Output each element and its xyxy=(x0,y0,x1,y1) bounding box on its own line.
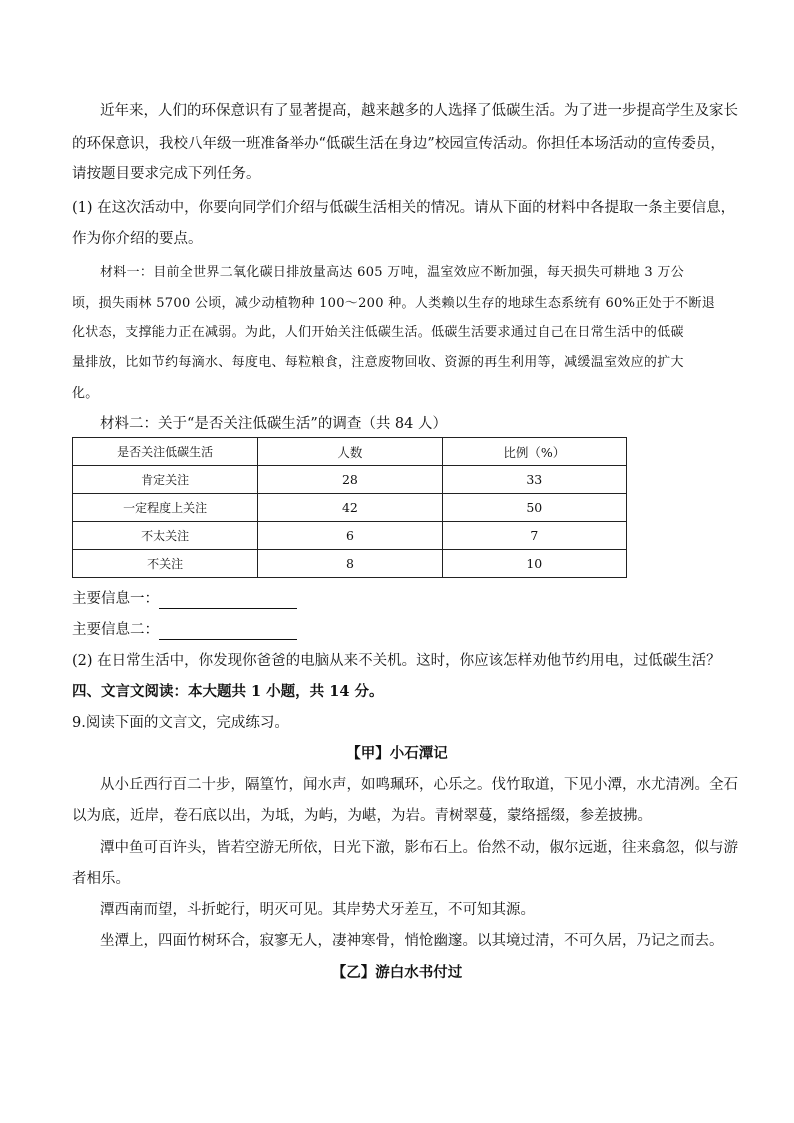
table-header-cell: 比例（%） xyxy=(442,438,626,466)
question-9: 9.阅读下面的文言文，完成练习。 xyxy=(72,715,289,731)
answer-line-2 xyxy=(72,620,297,640)
answer-label-2: 主要信息二： xyxy=(72,622,159,638)
table-cell: 不关注 xyxy=(73,550,258,578)
table-cell: 42 xyxy=(258,494,442,522)
table-cell: 8 xyxy=(258,550,442,578)
table-header-row xyxy=(73,438,627,466)
text-a-p1-line-1: 从小丘西行百二十步，隔篁竹，闻水声，如鸣珮环，心乐之。伐竹取道，下见小潭，水尤清冽。全石 xyxy=(100,777,738,793)
answer-label-1: 主要信息一： xyxy=(72,591,159,607)
answer-blank-1[interactable] xyxy=(159,592,297,609)
table-row xyxy=(73,550,627,578)
material2-caption: 材料二：关于“是否关注低碳生活”的调查（共 84 人） xyxy=(100,416,447,432)
table-row xyxy=(73,522,627,550)
table-header-cell: 人数 xyxy=(258,438,442,466)
table-cell: 6 xyxy=(258,522,442,550)
task1-line-2: 作为你介绍的要点。 xyxy=(72,231,203,247)
text-a-p2-line-2: 者相乐。 xyxy=(72,871,130,887)
material1-line-2: 顷，损失雨林 5700 公顷，减少动植物种 100～200 种。人类赖以生存的地球生态系统有 60%正处于不断退 xyxy=(72,296,716,311)
text-a-p1-line-2: 以为底，近岸，卷石底以出，为坻，为屿，为嵁，为岩。青树翠蔓，蒙络摇缀，参差披拂。 xyxy=(72,808,652,824)
table-row xyxy=(73,466,627,494)
answer-line-1 xyxy=(72,589,297,609)
intro-line-3: 请按题目要求完成下列任务。 xyxy=(72,166,261,182)
table-cell: 不太关注 xyxy=(73,522,258,550)
intro-line-1: 近年来，人们的环保意识有了显著提高，越来越多的人选择了低碳生活。为了进一步提高学生及家长 xyxy=(100,103,738,119)
section-four-heading: 四、文言文阅读：本大题共 1 小题，共 14 分。 xyxy=(72,683,384,700)
material1-line-5: 化。 xyxy=(72,386,99,401)
intro-line-2: 的环保意识，我校八年级一班准备举办“低碳生活在身边”校园宣传活动。你担任本场活动的宣传委员， xyxy=(72,136,725,152)
answer-blank-2[interactable] xyxy=(159,623,297,640)
task1-line-1: (1) 在这次活动中，你要向同学们介绍与低碳生活相关的情况。请从下面的材料中各提取一条主要信息， xyxy=(72,200,736,216)
text-b-title: 【乙】游白水书付过 xyxy=(331,964,463,981)
survey-table xyxy=(72,437,627,578)
material1-line-1: 材料一：目前全世界二氧化碳日排放量高达 605 万吨，温室效应不断加强，每天损失可耕地 3 万公 xyxy=(100,265,685,280)
table-cell: 10 xyxy=(442,550,626,578)
table-cell: 28 xyxy=(258,466,442,494)
text-a-title: 【甲】小石潭记 xyxy=(346,745,448,762)
table-cell: 50 xyxy=(442,494,626,522)
table-header-cell: 是否关注低碳生活 xyxy=(73,438,258,466)
table-cell: 33 xyxy=(442,466,626,494)
material1-line-4: 量排放，比如节约每滴水、每度电、每粒粮食，注意废物回收、资源的再生利用等，减缓温室效应的扩大 xyxy=(72,355,684,370)
table-cell: 7 xyxy=(442,522,626,550)
task2-question: (2) 在日常生活中，你发现你爸爸的电脑从来不关机。这时，你应该怎样劝他节约用电，过低碳生活？ xyxy=(72,653,721,669)
table-cell: 肯定关注 xyxy=(73,466,258,494)
text-a-p4: 坐潭上，四面竹树环合，寂寥无人，凄神寒骨，悄怆幽邃。以其境过清，不可久居，乃记之而去。 xyxy=(100,933,724,949)
table-cell: 一定程度上关注 xyxy=(73,494,258,522)
material1-line-3: 化状态，支撑能力正在减弱。为此，人们开始关注低碳生活。低碳生活要求通过自己在日常生活中的低碳 xyxy=(72,325,684,340)
text-a-p2-line-1: 潭中鱼可百许头，皆若空游无所依，日光下澈，影布石上。佁然不动，俶尔远逝，往来翕忽，似与游 xyxy=(100,840,738,856)
text-a-p3: 潭西南而望，斗折蛇行，明灭可见。其岸势犬牙差互，不可知其源。 xyxy=(100,902,535,918)
table-row xyxy=(73,494,627,522)
